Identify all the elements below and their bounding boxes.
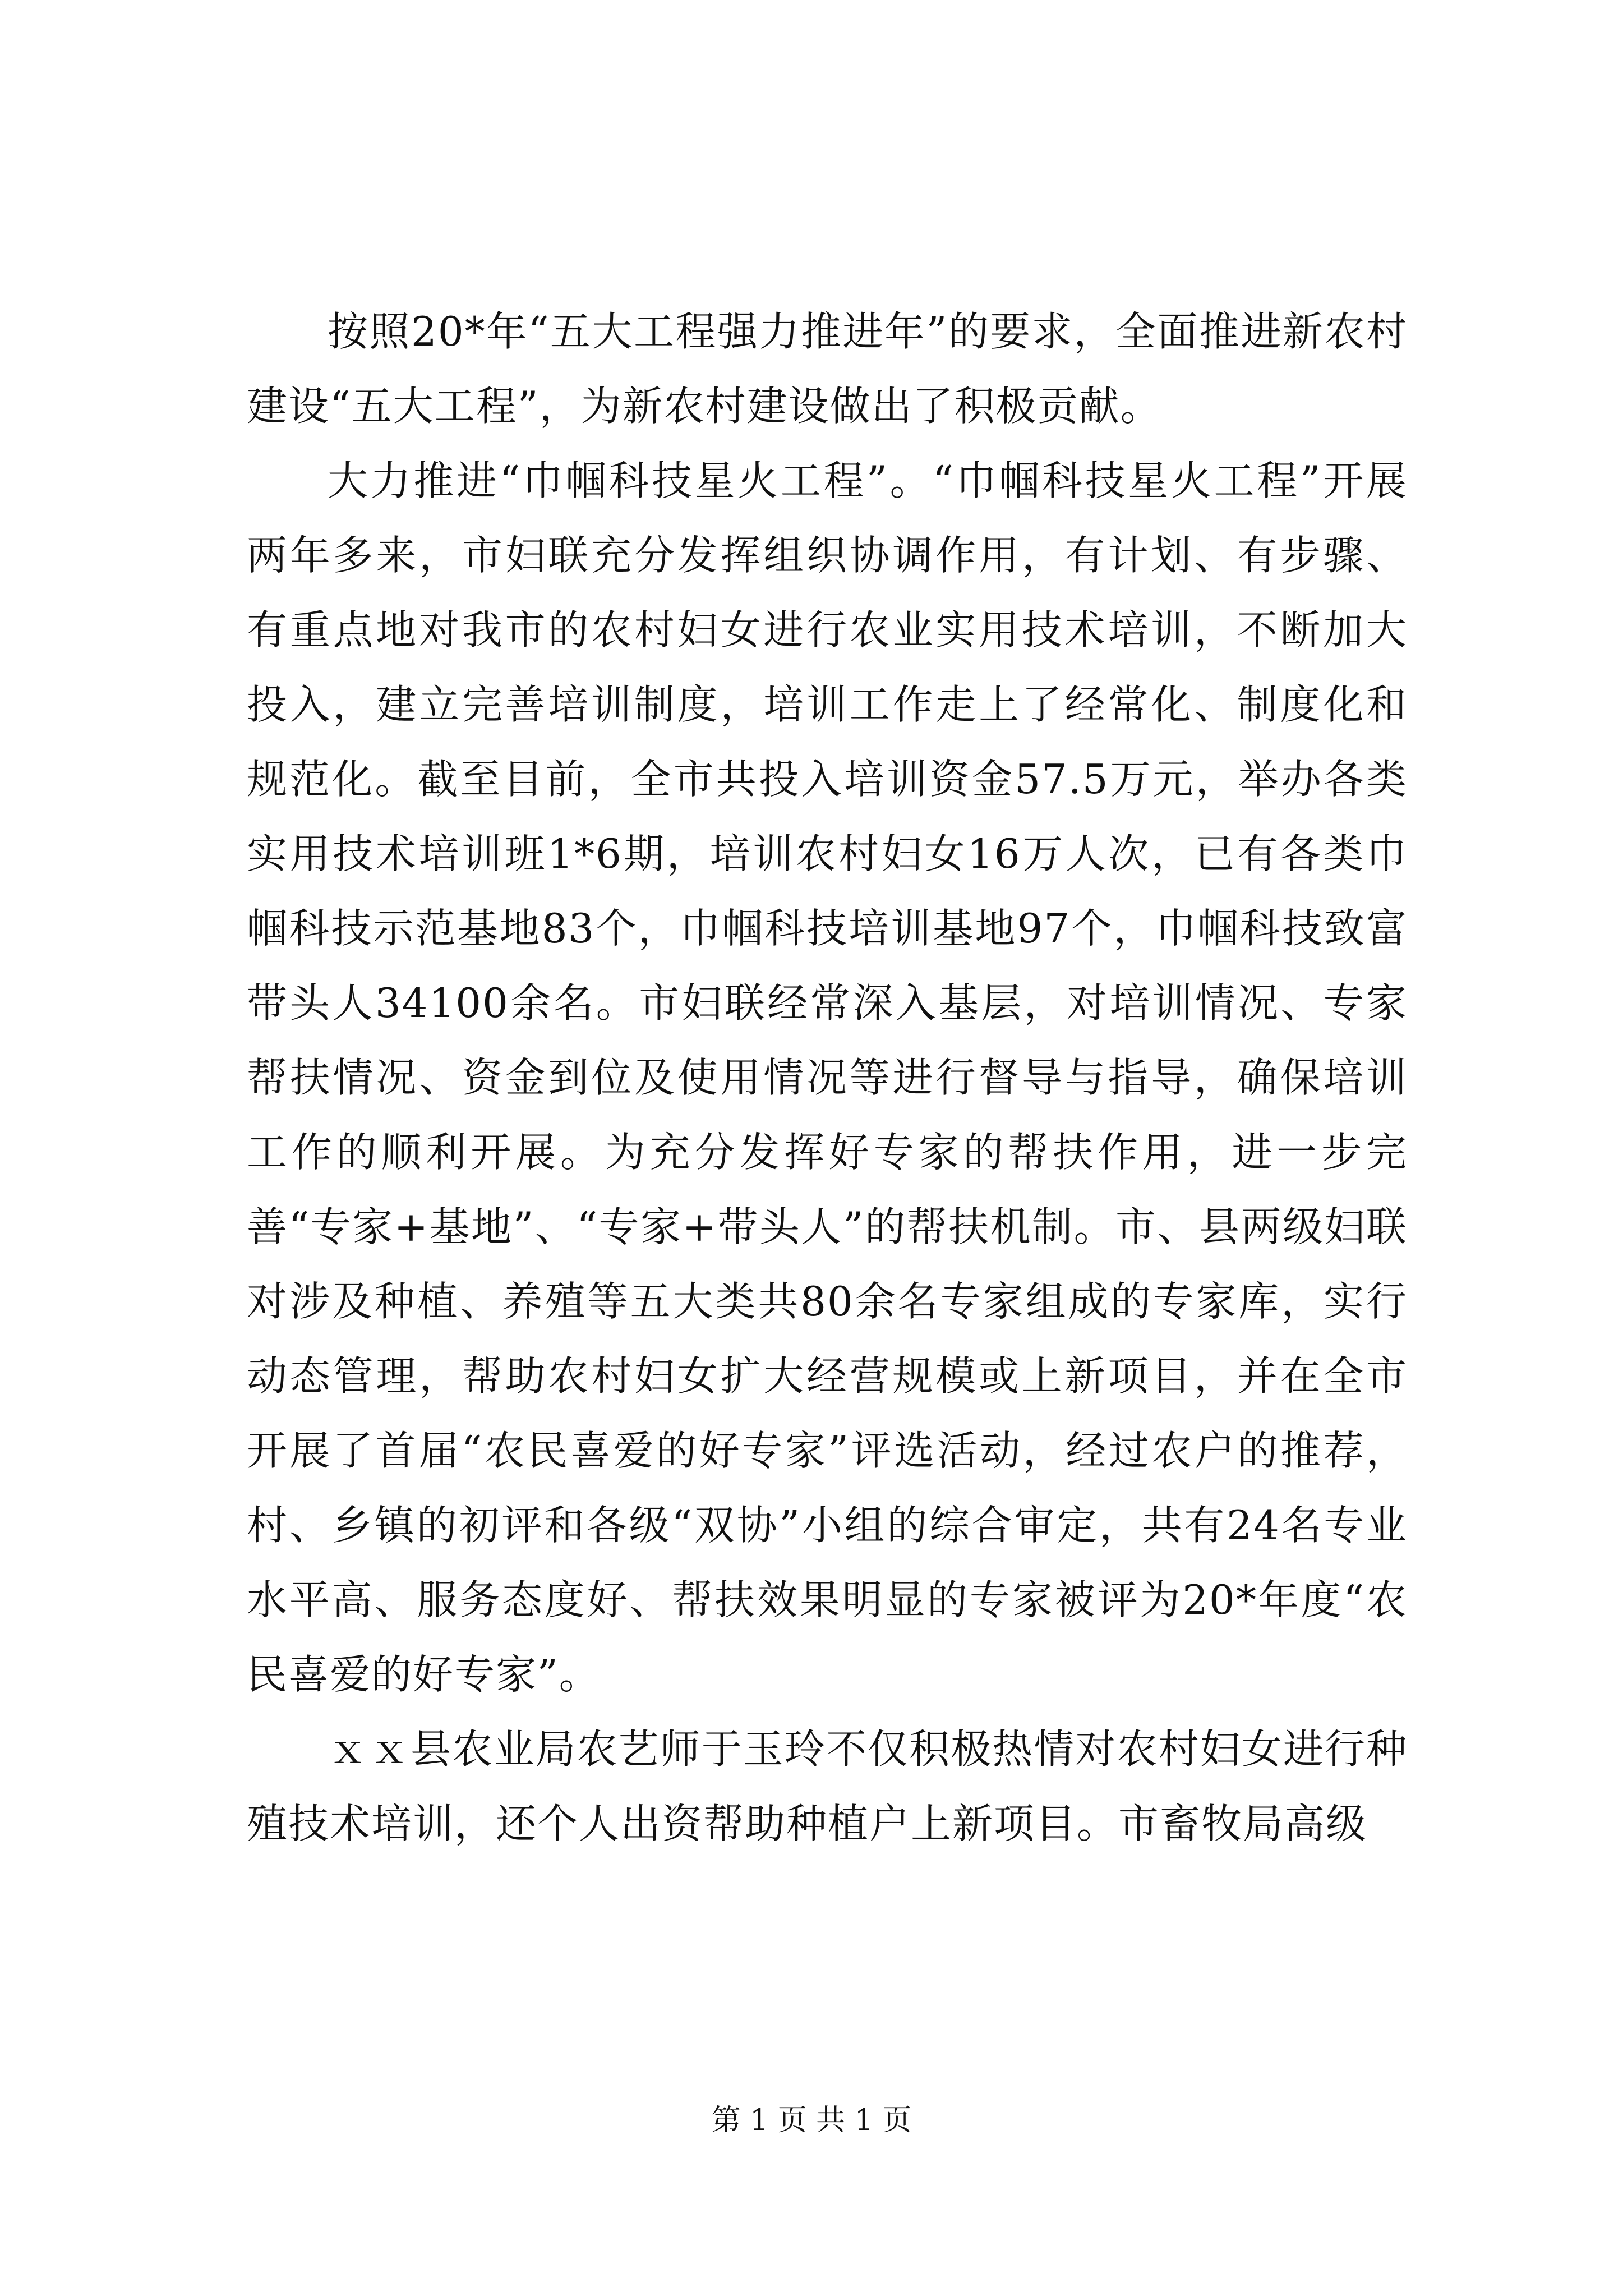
document-body [247, 295, 1408, 1861]
paragraph-star-fire-project: 大力推进“巾帼科技星火工程”。“巾帼科技星火工程”开展两年多来，市妇联充分发挥组织协调作用，有计划、有步骤、有重点地对我市的农村妇女进行农业实用技术培训，不断加大投入，建立完善培训制度，培训工作走上了经常化、制度化和规范化。截至目前，全市共投入培训资金57.5万元，举办各类实用技术培训班1*6期，培训农村妇女16万人次，已有各类巾帼科技示范基地83个，巾帼科技培训基地97个，巾帼科技致富带头人34100余名。市妇联经常深入基层，对培训情况、专家帮扶情况、资金到位及使用情况等进行督导与指导，确保培训工作的顺利开展。为充分发挥好专家的帮扶作用，进一步完善“专家+基地”、“专家+带头人”的帮扶机制。市、县两级妇联对涉及种植、养殖等五大类共80余名专家组成的专家库，实行动态管理，帮助农村妇女扩大经营规模或上新项目，并在全市开展了首届“农民喜爱的好专家”评选活动，经过农户的推荐，村、乡镇的初评和各级“双协”小组的综合审定，共有24名专业水平高、服务态度好、帮扶效果明显的专家被评为20*年度“农民喜爱的好专家”。 [247, 457, 1408, 1698]
paragraph-intro: 按照20*年“五大工程强力推进年”的要求，全面推进新农村建设“五大工程”，为新农村建设做出了积极贡献。 [247, 308, 1408, 430]
page-footer: 第 1 页 共 1 页 [711, 2104, 912, 2137]
paragraph-county-example: ｘｘ县农业局农艺师于玉玲不仅积极热情对农村妇女进行种殖技术培训，还个人出资帮助种植户上新项目。市畜牧局高级 [247, 1726, 1408, 1847]
